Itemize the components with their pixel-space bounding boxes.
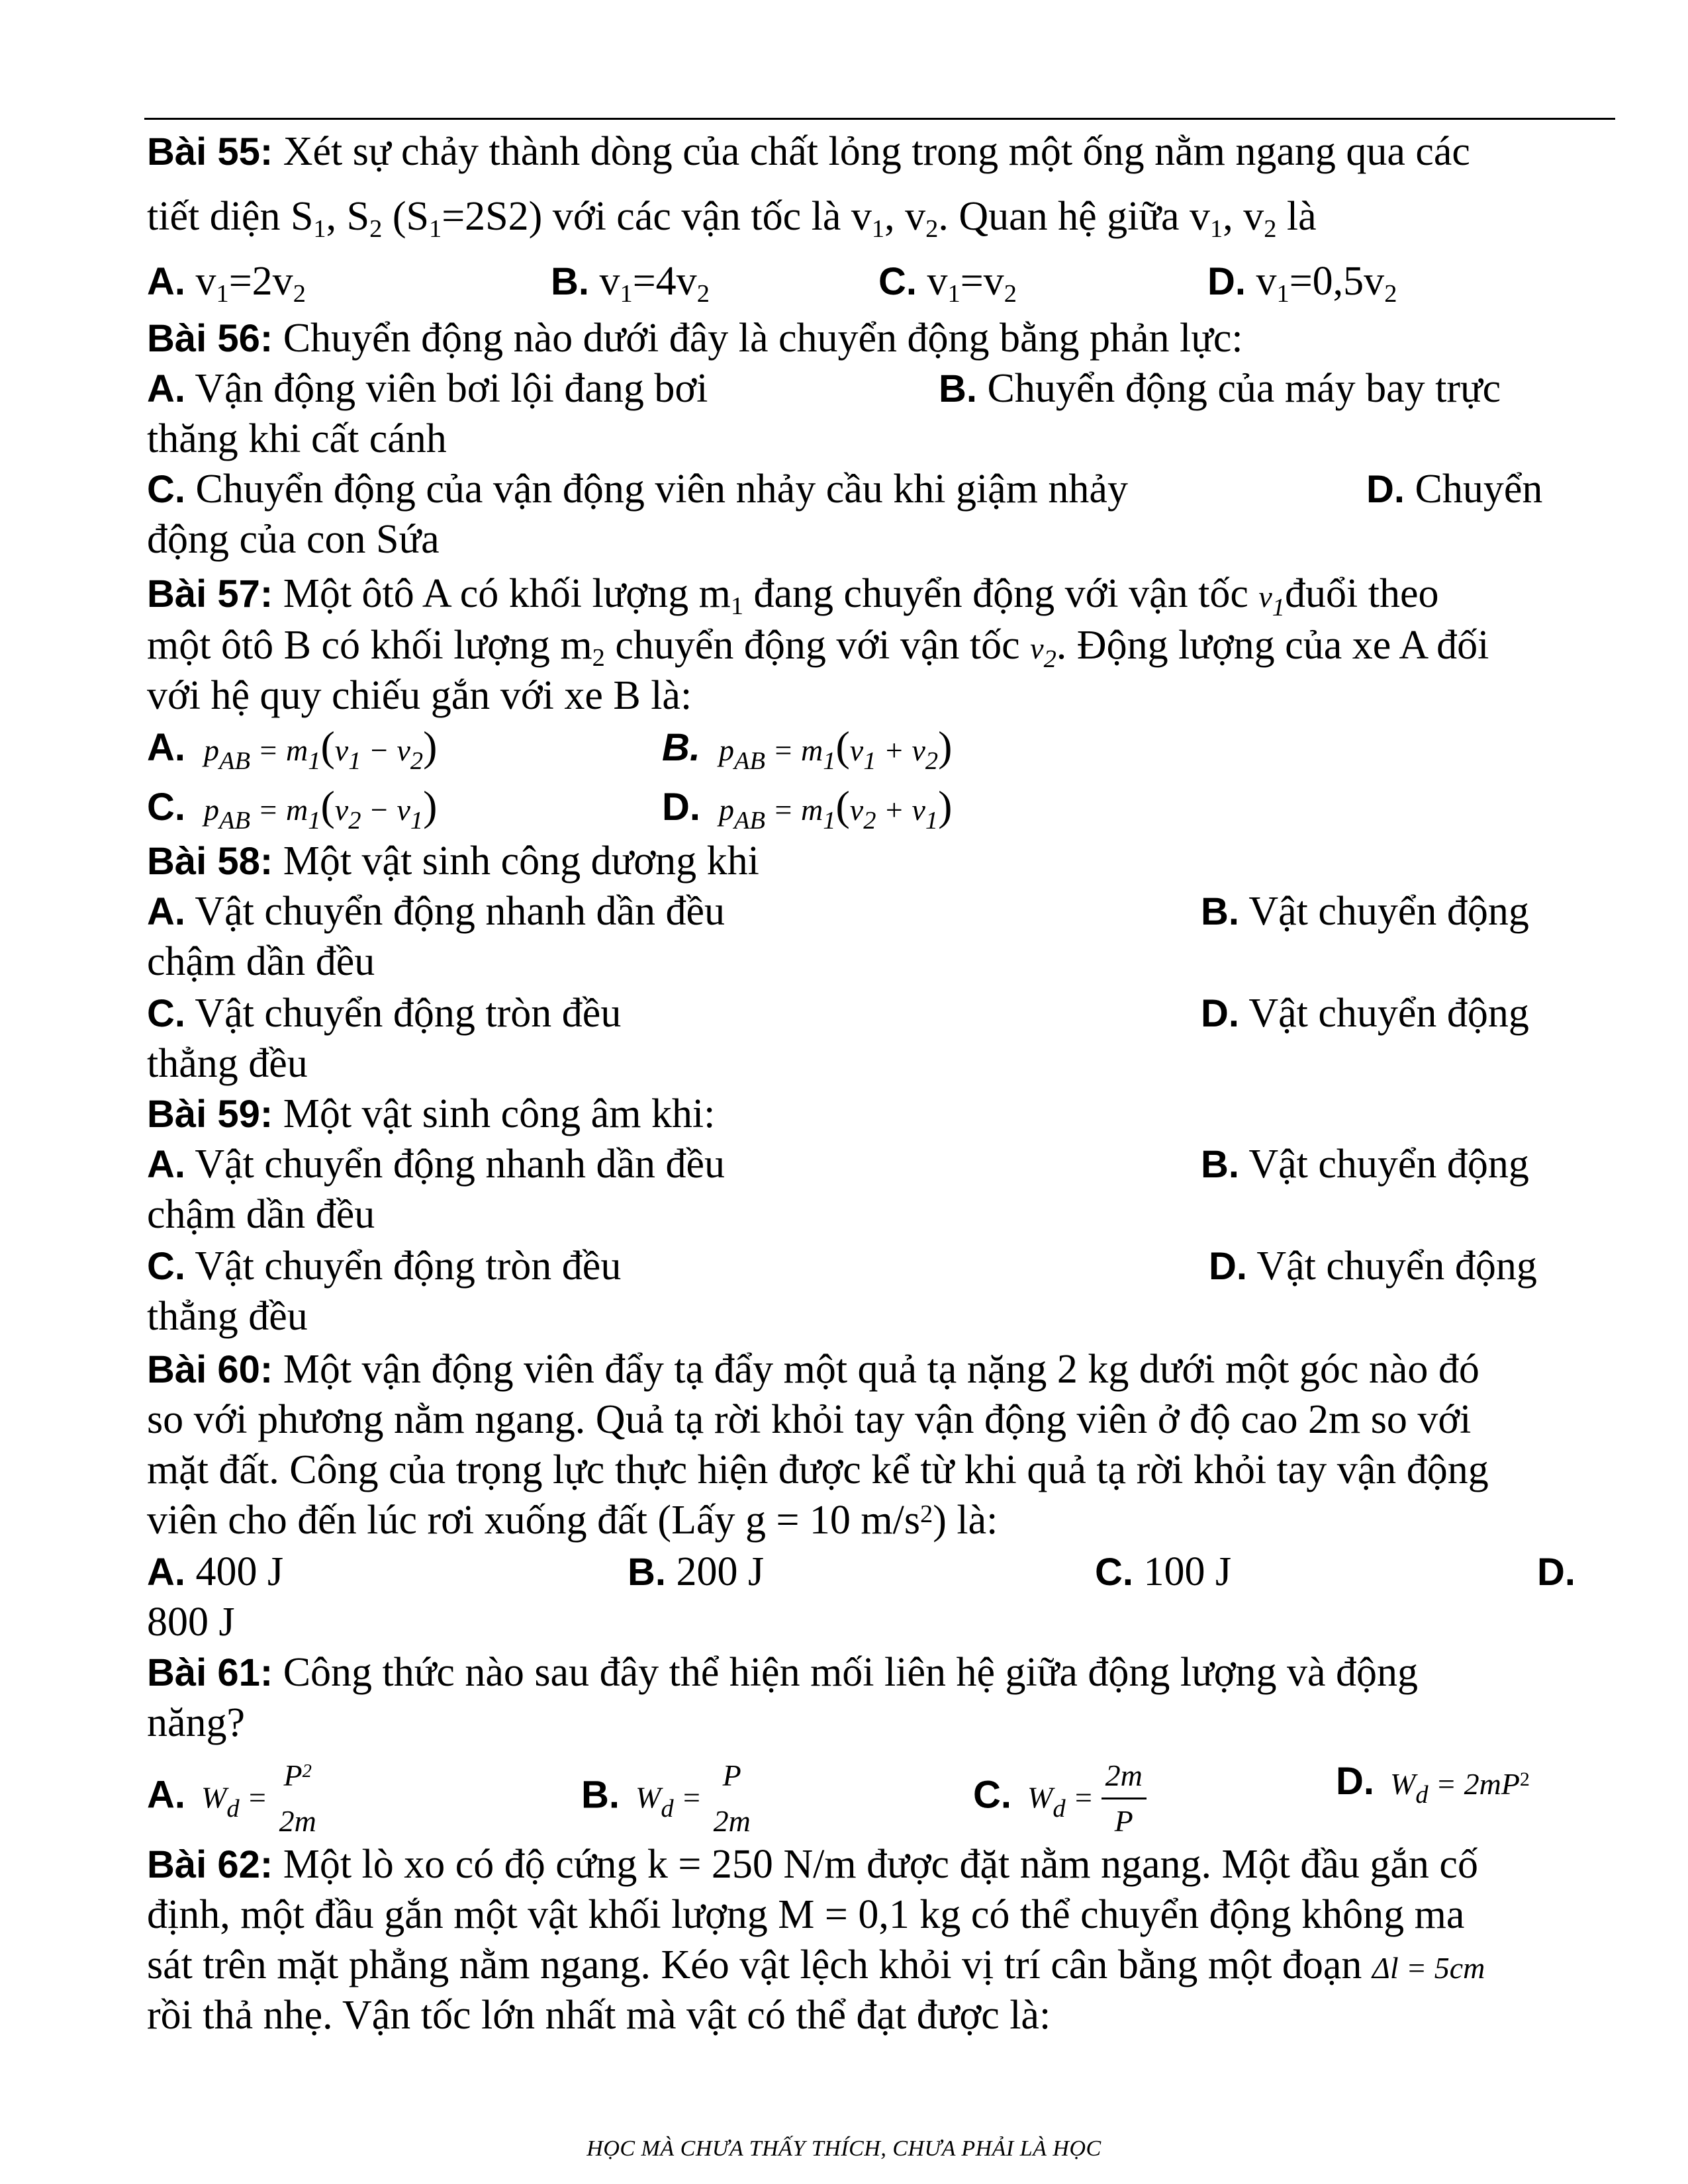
q58-option-a: A. Vật chuyển động nhanh dần đều [147, 889, 725, 934]
q59-question: Bài 59: Một vật sinh công âm khi: [147, 1091, 716, 1136]
q61-line1: Bài 61: Công thức nào sau đây thể hiện mối liên hệ giữa động lượng và động [147, 1650, 1418, 1695]
q59-option-d: D. Vật chuyển động [1209, 1244, 1537, 1289]
header-rule [144, 118, 1615, 120]
q56-option-d: D. Chuyển [1366, 467, 1543, 512]
q57-option-c: C. $p_{AB} = m_1(v_2 - v_1)$ [147, 782, 438, 835]
q56-option-d-cont: động của con Sứa [147, 517, 440, 562]
q55-option-a: A. v1=2v2 [147, 259, 306, 308]
q61-option-a: A. $W_d$ = $P^2$ 2m [147, 1760, 320, 1837]
page-footer: HỌC MÀ CHƯA THẤY THÍCH, CHƯA PHẢI LÀ HỌC [586, 2136, 1102, 2161]
q56-option-a: A. Vận động viên bơi lội đang bơi [147, 366, 708, 411]
q60-line4: viên cho đến lúc rơi xuống đất (Lấy g = 10 $m/s^2$) là: [147, 1498, 998, 1543]
q60-line1: Bài 60: Một vận động viên đẩy tạ đẩy một quả tạ nặng 2 kg dưới một góc nào đó [147, 1347, 1479, 1392]
q59-option-b-cont: chậm dần đều [147, 1192, 375, 1237]
q58-option-b: B. Vật chuyển động [1201, 889, 1529, 934]
q61-c-fraction: $\frac{2m}{P}$ [1102, 1760, 1147, 1837]
q60-option-d-cont: 800 J [147, 1600, 235, 1645]
q57-option-d: D. $p_{AB} = m_1(v_2 + v_1)$ [662, 782, 953, 835]
q61-label: Bài 61: [147, 1651, 273, 1694]
q55-line2: tiết diện S1, S2 (S1=2S2) với các vận tốc là v1, v2. Quan hệ giữa v1, v2 là [147, 194, 1317, 243]
q55-option-b: B. v1=4v2 [551, 259, 710, 308]
q61-option-d: D. $W_d = 2mP^2$ [1336, 1760, 1530, 1809]
q59-option-d-cont: thẳng đều [147, 1294, 308, 1339]
q57-option-a: A. $p_{AB} = m_1(v_1 - v_2)$ [147, 723, 438, 776]
q59-option-b: B. Vật chuyển động [1201, 1142, 1529, 1187]
q56-label: Bài 56: [147, 317, 273, 360]
q61-line2: năng? [147, 1700, 246, 1745]
q60-option-a: A. 400 J [147, 1549, 284, 1594]
q62-line3: sát trên mặt phẳng nằm ngang. Kéo vật lệch khỏi vị trí cân bằng một đoạn Δl = 5cm [147, 1942, 1485, 1987]
q57-line1: Bài 57: Một ôtô A có khối lượng m1 đang chuyển động với vận tốc $v_1đuổi$ theo [147, 571, 1439, 622]
q62-label: Bài 62: [147, 1843, 273, 1886]
q60-line2: so với phương nằm ngang. Quả tạ rời khỏi tay vận động viên ở độ cao 2m so với [147, 1397, 1472, 1442]
q57-label: Bài 57: [147, 572, 273, 615]
q59-label: Bài 59: [147, 1093, 273, 1136]
q56-option-c: C. Chuyển động của vận động viên nhảy cầu khi giậm nhảy [147, 467, 1128, 512]
q62-line2: định, một đầu gắn một vật khối lượng M = 0,1 kg có thể chuyển động không ma [147, 1892, 1465, 1937]
q61-b-fraction: P 2m [713, 1758, 751, 1838]
q58-option-b-cont: chậm dần đều [147, 939, 375, 984]
q58-label: Bài 58: [147, 840, 273, 883]
q62-line4: rồi thả nhẹ. Vận tốc lớn nhất mà vật có thể đạt được là: [147, 1993, 1051, 2038]
q55-line1: Bài 55: Xét sự chảy thành dòng của chất lỏng trong một ống nằm ngang qua các [147, 129, 1470, 174]
q57-line2: một ôtô B có khối lượng m2 chuyển động với vận tốc $v_2$. Động lượng của xe A đối [147, 623, 1489, 674]
q58-option-c: C. Vật chuyển động tròn đều [147, 991, 622, 1036]
q56-option-b: B. Chuyển động của máy bay trực [939, 366, 1501, 411]
q57-option-b: B. $p_{AB} = m_1(v_1 + v_2)$ [662, 723, 953, 776]
q56-question: Bài 56: Chuyển động nào dưới đây là chuyển động bằng phản lực: [147, 316, 1243, 361]
q61-option-c: C. $W_d$ = $\frac{2m}{P}$ [973, 1760, 1147, 1837]
q61-a-fraction: $P^2$ 2m [279, 1758, 316, 1838]
q60-label: Bài 60: [147, 1348, 273, 1391]
q60-option-d: D. [1537, 1551, 1575, 1594]
q62-line1: Bài 62: Một lò xo có độ cứng k = 250 N/m được đặt nằm ngang. Một đầu gắn cố [147, 1842, 1478, 1887]
q60-option-b: B. 200 J [628, 1549, 765, 1594]
q61-option-b: B. $W_d$ = P 2m [581, 1760, 755, 1837]
q58-question: Bài 58: Một vật sinh công dương khi [147, 839, 759, 884]
q58-option-d: D. Vật chuyển động [1201, 991, 1529, 1036]
q59-option-a: A. Vật chuyển động nhanh dần đều [147, 1142, 725, 1187]
q58-option-d-cont: thẳng đều [147, 1041, 308, 1086]
q60-option-c: C. 100 J [1095, 1549, 1232, 1594]
q57-line3: với hệ quy chiếu gắn với xe B là: [147, 673, 692, 718]
q60-line3: mặt đất. Công của trọng lực thực hiện được kể từ khi quả tạ rời khỏi tay vận động [147, 1447, 1489, 1492]
q55-label: Bài 55: [147, 130, 273, 173]
q55-option-c: C. v1=v2 [878, 259, 1017, 308]
q59-option-c: C. Vật chuyển động tròn đều [147, 1244, 622, 1289]
q56-option-b-cont: thăng khi cất cánh [147, 416, 447, 461]
q55-option-d: D. v1=0,5v2 [1207, 259, 1397, 308]
